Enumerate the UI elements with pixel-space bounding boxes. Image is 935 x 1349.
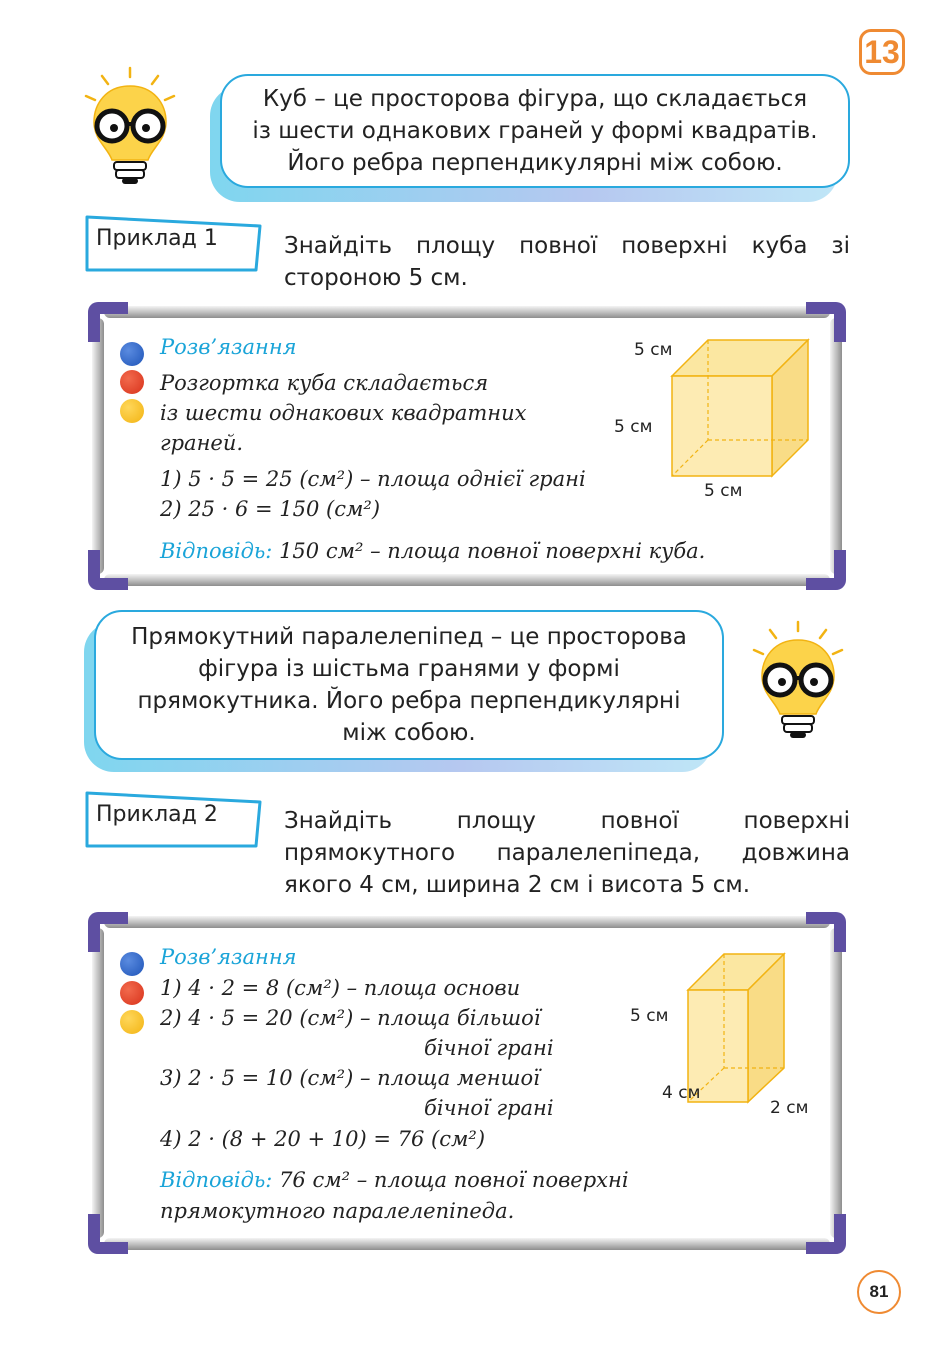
solution-line: Розгортка куба складається: [160, 371, 489, 395]
yellow-dot-icon: [120, 399, 144, 423]
answer-text: 76 см² – площа повної поверхні: [272, 1168, 629, 1192]
cuboid-dim-width: 2 см: [770, 1098, 809, 1118]
solution-title: Розв’язання: [160, 945, 297, 969]
example-1-task: Знайдіть площу повної поверхні куба зі стороною 5 см.: [284, 233, 850, 291]
blue-dot-icon: [120, 342, 144, 366]
cuboid-dim-length: 4 см: [662, 1083, 701, 1103]
definition-line: фігура із шістьма гранями у формі: [198, 656, 620, 682]
answer-label: Відповідь:: [160, 1168, 273, 1192]
cube-dim-top: 5 см: [634, 340, 673, 360]
definition-line: між собою.: [342, 720, 476, 746]
definition-cuboid: [94, 610, 724, 760]
blue-dot-icon: [120, 952, 144, 976]
example-label-text: Приклад 1: [96, 226, 218, 251]
solution-line: 1) 5 · 5 = 25 (см²) – площа однієї грані: [160, 467, 586, 491]
red-dot-icon: [120, 370, 144, 394]
solution-line: граней.: [160, 431, 244, 455]
answer-label: Відповідь:: [160, 539, 273, 563]
definition-cube: [220, 74, 850, 188]
red-dot-icon: [120, 981, 144, 1005]
cuboid-dim-height: 5 см: [630, 1006, 669, 1026]
answer-text: 150 см² – площа повної поверхні куба.: [272, 539, 706, 563]
solution-title: Розв’язання: [160, 335, 297, 359]
definition-line: Куб – це просторова фігура, що складається: [262, 86, 808, 112]
answer-line: [160, 1165, 629, 1195]
lightbulb-mascot-icon: [78, 64, 188, 196]
lightbulb-mascot-icon: [746, 618, 856, 750]
solution-line: із шести однакових квадратних: [160, 401, 527, 425]
definition-line: Його ребра перпендикулярні між собою.: [287, 150, 783, 176]
yellow-dot-icon: [120, 1010, 144, 1034]
solution-line: 3) 2 · 5 = 10 (см²) – площа меншої: [160, 1066, 540, 1090]
solution-line: бічної грані: [424, 1096, 554, 1120]
answer-line-2: прямокутного паралелепіпеда.: [160, 1199, 515, 1223]
page-number: 81: [857, 1270, 901, 1314]
cube-dim-bottom: 5 см: [704, 481, 743, 501]
definition-line: Прямокутний паралелепіпед – це просторова: [131, 624, 687, 650]
solution-line: 2) 4 · 5 = 20 (см²) – площа більшої: [160, 1006, 541, 1030]
chapter-number-badge: 13: [859, 29, 905, 75]
answer-line: [160, 536, 705, 566]
example-2-label: [84, 790, 260, 846]
solution-line: 1) 4 · 2 = 8 (см²) – площа основи: [160, 976, 521, 1000]
cube-dim-side: 5 см: [614, 417, 653, 437]
definition-line: із шести однакових граней у формі квадратів.: [252, 118, 818, 144]
solution-line: 2) 25 · 6 = 150 (см²): [160, 497, 381, 521]
definition-line: прямокутника. Його ребра перпендикулярні: [137, 688, 681, 714]
solution-line: бічної грані: [424, 1036, 554, 1060]
example-2-task: Знайдіть площу повної поверхні прямокутного паралелепіпеда, довжина якого 4 см, ширина 2 см і висота 5 см.: [284, 808, 850, 898]
cube-drawing: [668, 336, 812, 480]
example-label-text: Приклад 2: [96, 802, 218, 827]
example-1-label: [84, 214, 260, 270]
solution-line: 4) 2 · (8 + 20 + 10) = 76 (см²): [160, 1127, 486, 1151]
